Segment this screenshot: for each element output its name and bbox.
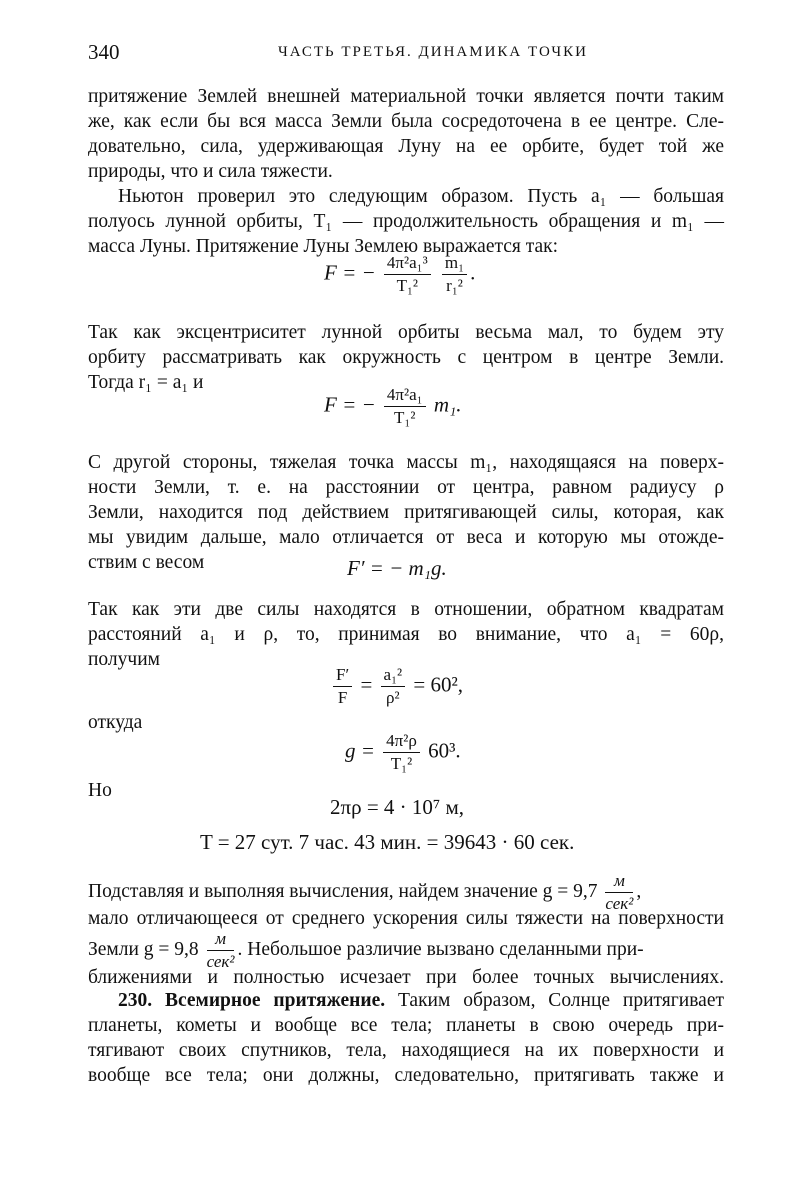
- formula-g: [345, 730, 461, 775]
- formula-lhs: F = −: [324, 392, 376, 417]
- fraction: [384, 384, 426, 429]
- paragraph-line: орбиту рассматривать как окружность с центром в центре Земли.: [88, 347, 724, 368]
- formula-weight: [347, 556, 447, 581]
- page-header: [88, 40, 724, 68]
- numerator: a₁²: [381, 664, 406, 687]
- paragraph-line: получим: [88, 649, 160, 670]
- running-title: ЧАСТЬ ТРЕТЬЯ. ДИНАМИКА ТОЧКИ: [278, 44, 589, 60]
- paragraph-line: мало отличающееся от среднего ускорения силы тяжести на поверхности: [88, 908, 724, 929]
- section-heading: 230. Всемирное притяжение.: [118, 990, 386, 1011]
- paragraph-line: довательно, сила, удерживающая Луну на ее орбите, будет той же: [88, 136, 724, 157]
- paragraph-line: ближениями и полностью исчезает при более точных вычислениях.: [88, 967, 724, 988]
- paragraph-line: расстояний a₁ и ρ, то, принимая во внимание, что a₁ = 60ρ,: [88, 624, 724, 645]
- line-text: Таким образом, Солнце притягивает: [398, 990, 724, 1011]
- formula-text: 2πρ = 4 · 10⁷ м,: [330, 795, 465, 819]
- denominator: T₁²: [390, 754, 413, 773]
- line-text: ,: [636, 880, 642, 902]
- paragraph-line: Так как эксцентриситет лунной орбиты весьма мал, то будем эту: [88, 322, 724, 343]
- line-text: Подставляя и выполняя вычисления, найдем значение g = 9,7: [88, 880, 598, 902]
- numerator: 4π²a₁³: [384, 252, 431, 275]
- fraction: [333, 664, 352, 709]
- numerator: м: [605, 870, 633, 893]
- paragraph-line: Ньютон проверил это следующим образом. Пусть a₁ — большая: [118, 186, 724, 207]
- paragraph-line: ности Земли, т. е. на расстоянии от центра, равном радиусу ρ: [88, 477, 724, 498]
- formula-period: [200, 830, 574, 855]
- word-otkuda: откуда: [88, 712, 143, 733]
- paragraph-line: планеты, кометы и вообще все тела; планеты в свою очередь при-: [88, 1015, 724, 1036]
- denominator: F: [337, 688, 348, 707]
- fraction: [384, 252, 431, 297]
- fraction: [381, 664, 406, 709]
- denominator: T₁²: [396, 276, 418, 295]
- denominator: сек²: [206, 952, 235, 971]
- formula-text: T = 27 сут. 7 час. 43 мин. = 39643 · 60 сек.: [200, 830, 575, 854]
- line-text: Земли g = 9,8: [88, 938, 199, 960]
- formula-rhs: 60³.: [428, 738, 461, 763]
- line-text: . Небольшое различие вызвано сделанными при-: [237, 938, 644, 960]
- denominator: сек²: [605, 894, 634, 913]
- formula-text: F′ = − m₁g.: [347, 556, 447, 580]
- formula-circular-orbit: [324, 384, 462, 429]
- section-230-first-line: [88, 988, 724, 1013]
- numerator: м: [207, 928, 235, 951]
- formula-rhs: m₁.: [433, 392, 462, 417]
- paragraph-line: полуось лунной орбиты, T₁ — продолжительность обращения и m₁ —: [88, 211, 724, 232]
- equals-sign: =: [360, 672, 373, 697]
- fraction: [383, 730, 420, 775]
- formula-ratio: [330, 664, 463, 709]
- formula-rhs: = 60²,: [413, 672, 463, 697]
- numerator: 4π²a₁: [384, 384, 426, 407]
- formula-circumference: [330, 795, 464, 820]
- fraction: [442, 252, 467, 297]
- page-number: 340: [88, 40, 120, 64]
- paragraph-line: Тогда r₁ = a₁ и: [88, 372, 204, 393]
- formula-lhs: g =: [345, 738, 375, 763]
- paragraph-line: Так как эти две силы находятся в отношении, обратном квадратам: [88, 599, 724, 620]
- formula-lhs: F = −: [324, 260, 376, 285]
- paragraph-line: вообще все тела; они должны, следовательно, притягивать также и: [88, 1065, 724, 1086]
- paragraph-line: же, как если бы вся масса Земли была сосредоточена в ее центре. Сле-: [88, 111, 724, 132]
- paragraph-line: тягивают своих спутников, тела, находящиеся на их поверхности и: [88, 1040, 724, 1061]
- paragraph-line: Земли, находится под действием притягивающей силы, которая, как: [88, 502, 724, 523]
- paragraph-line: мы увидим дальше, мало отличается от веса и которую мы отожде-: [88, 527, 724, 548]
- numerator: m₁: [442, 252, 467, 275]
- paragraph-line: природы, что и сила тяжести.: [88, 161, 333, 182]
- paragraph-line: притяжение Землей внешней материальной точки является почти таким: [88, 86, 724, 107]
- numerator: 4π²ρ: [383, 730, 420, 753]
- numerator: F′: [333, 664, 352, 687]
- denominator: T₁²: [394, 408, 416, 427]
- denominator: r₁²: [446, 276, 463, 295]
- paragraph-line: ствим с весом: [88, 552, 205, 573]
- formula-end: .: [470, 260, 476, 285]
- denominator: ρ²: [386, 688, 400, 707]
- paragraph-line: масса Луны. Притяжение Луны Землею выражается так:: [88, 236, 559, 257]
- paragraph-line: С другой стороны, тяжелая точка массы m₁, находящаяся на поверх-: [88, 452, 724, 473]
- word-no: Но: [88, 780, 112, 801]
- formula-moon-attraction: [324, 252, 475, 297]
